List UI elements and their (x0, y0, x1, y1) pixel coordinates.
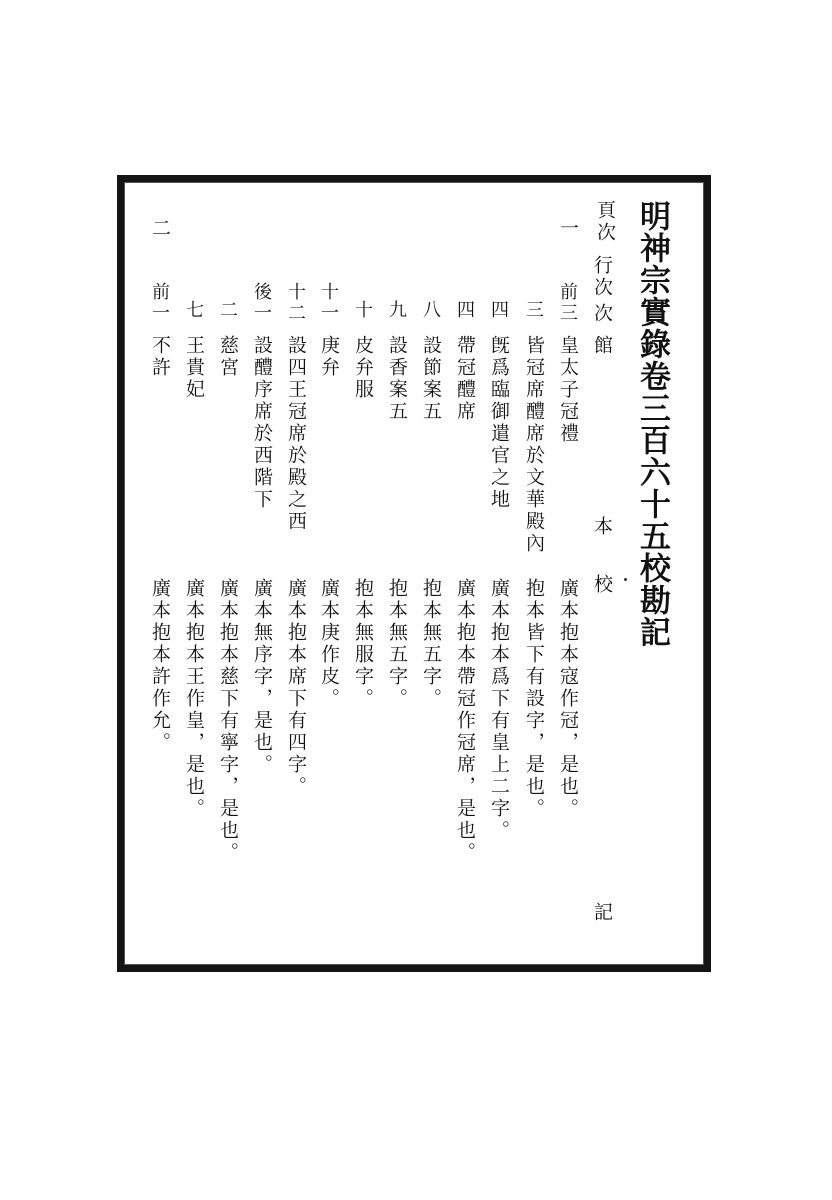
entry-text: 皮弁服 (352, 335, 374, 401)
entry-note: 廣本抱本許作允。 (149, 578, 171, 754)
entry-line: 後一 (251, 282, 272, 324)
header-line-label: 行次 (591, 255, 613, 299)
entry-note: 抱本無五字。 (386, 578, 408, 710)
entry-text: 設四王冠席於殿之西 (285, 335, 307, 533)
entry-text: 設香案五 (386, 335, 408, 423)
entry-line: 八 (420, 300, 441, 321)
entry-line: 七 (183, 300, 204, 321)
entry-text: 王貴妃 (183, 335, 205, 401)
header-edition: 本 (591, 516, 613, 538)
entry-line: 前一 (149, 282, 170, 324)
entry-text: 設醴序席於西階下 (251, 335, 273, 511)
entry-text: 不許 (149, 335, 171, 379)
ink-dot (624, 578, 627, 581)
entry-note: 抱本無五字。 (420, 578, 442, 710)
entry-line: 十二 (285, 282, 306, 324)
entry-line: 十一 (318, 282, 339, 324)
entry-note: 廣本抱本慈下有寧字，是也。 (217, 578, 239, 864)
entry-note: 廣本抱本王作皇，是也。 (183, 578, 205, 820)
entry-line: 三 (523, 300, 544, 321)
entry-text: 皆冠席醴席於文華殿內 (523, 335, 545, 555)
entry-text: 旣爲臨御遣官之地 (488, 335, 510, 511)
entry-text: 庚弁 (318, 335, 340, 379)
entry-page: 一 (557, 218, 579, 240)
entry-line: 十 (352, 300, 373, 321)
header-notes: 記 (591, 902, 613, 924)
inner-border (124, 182, 704, 965)
entry-note: 廣本抱本帶冠作冠席，是也。 (454, 578, 476, 864)
entry-note: 廣本抱本席下有四字。 (285, 578, 307, 798)
header-collation: 校 (591, 574, 613, 596)
page-title: 明神宗實錄卷三百六十五校勘記 (634, 200, 670, 648)
entry-note: 廣本無序字，是也。 (251, 578, 273, 776)
entry-text: 慈宮 (217, 335, 239, 379)
entry-text: 帶冠醴席 (454, 335, 476, 423)
entry-note: 抱本皆下有設字，是也。 (523, 578, 545, 820)
entry-line: 前三 (557, 282, 578, 324)
entry-note: 抱本無服字。 (352, 578, 374, 710)
entry-page: 二 (149, 218, 171, 240)
entry-text: 皇太子冠禮 (557, 335, 579, 445)
entry-text: 設節案五 (420, 335, 442, 423)
entry-line: 四 (454, 300, 475, 321)
entry-line: 四 (488, 300, 509, 321)
header-page-label: 頁次 (594, 200, 616, 244)
header-hall-prefix: 次 (591, 303, 613, 325)
entry-note: 廣本抱本寇作冠，是也。 (557, 578, 579, 820)
entry-note: 廣本庚作皮。 (318, 578, 340, 710)
entry-line: 九 (386, 300, 407, 321)
header-hall: 館 (591, 335, 613, 357)
entry-line: 二 (217, 300, 238, 321)
entry-note: 廣本抱本爲下有皇上二字。 (488, 578, 510, 842)
